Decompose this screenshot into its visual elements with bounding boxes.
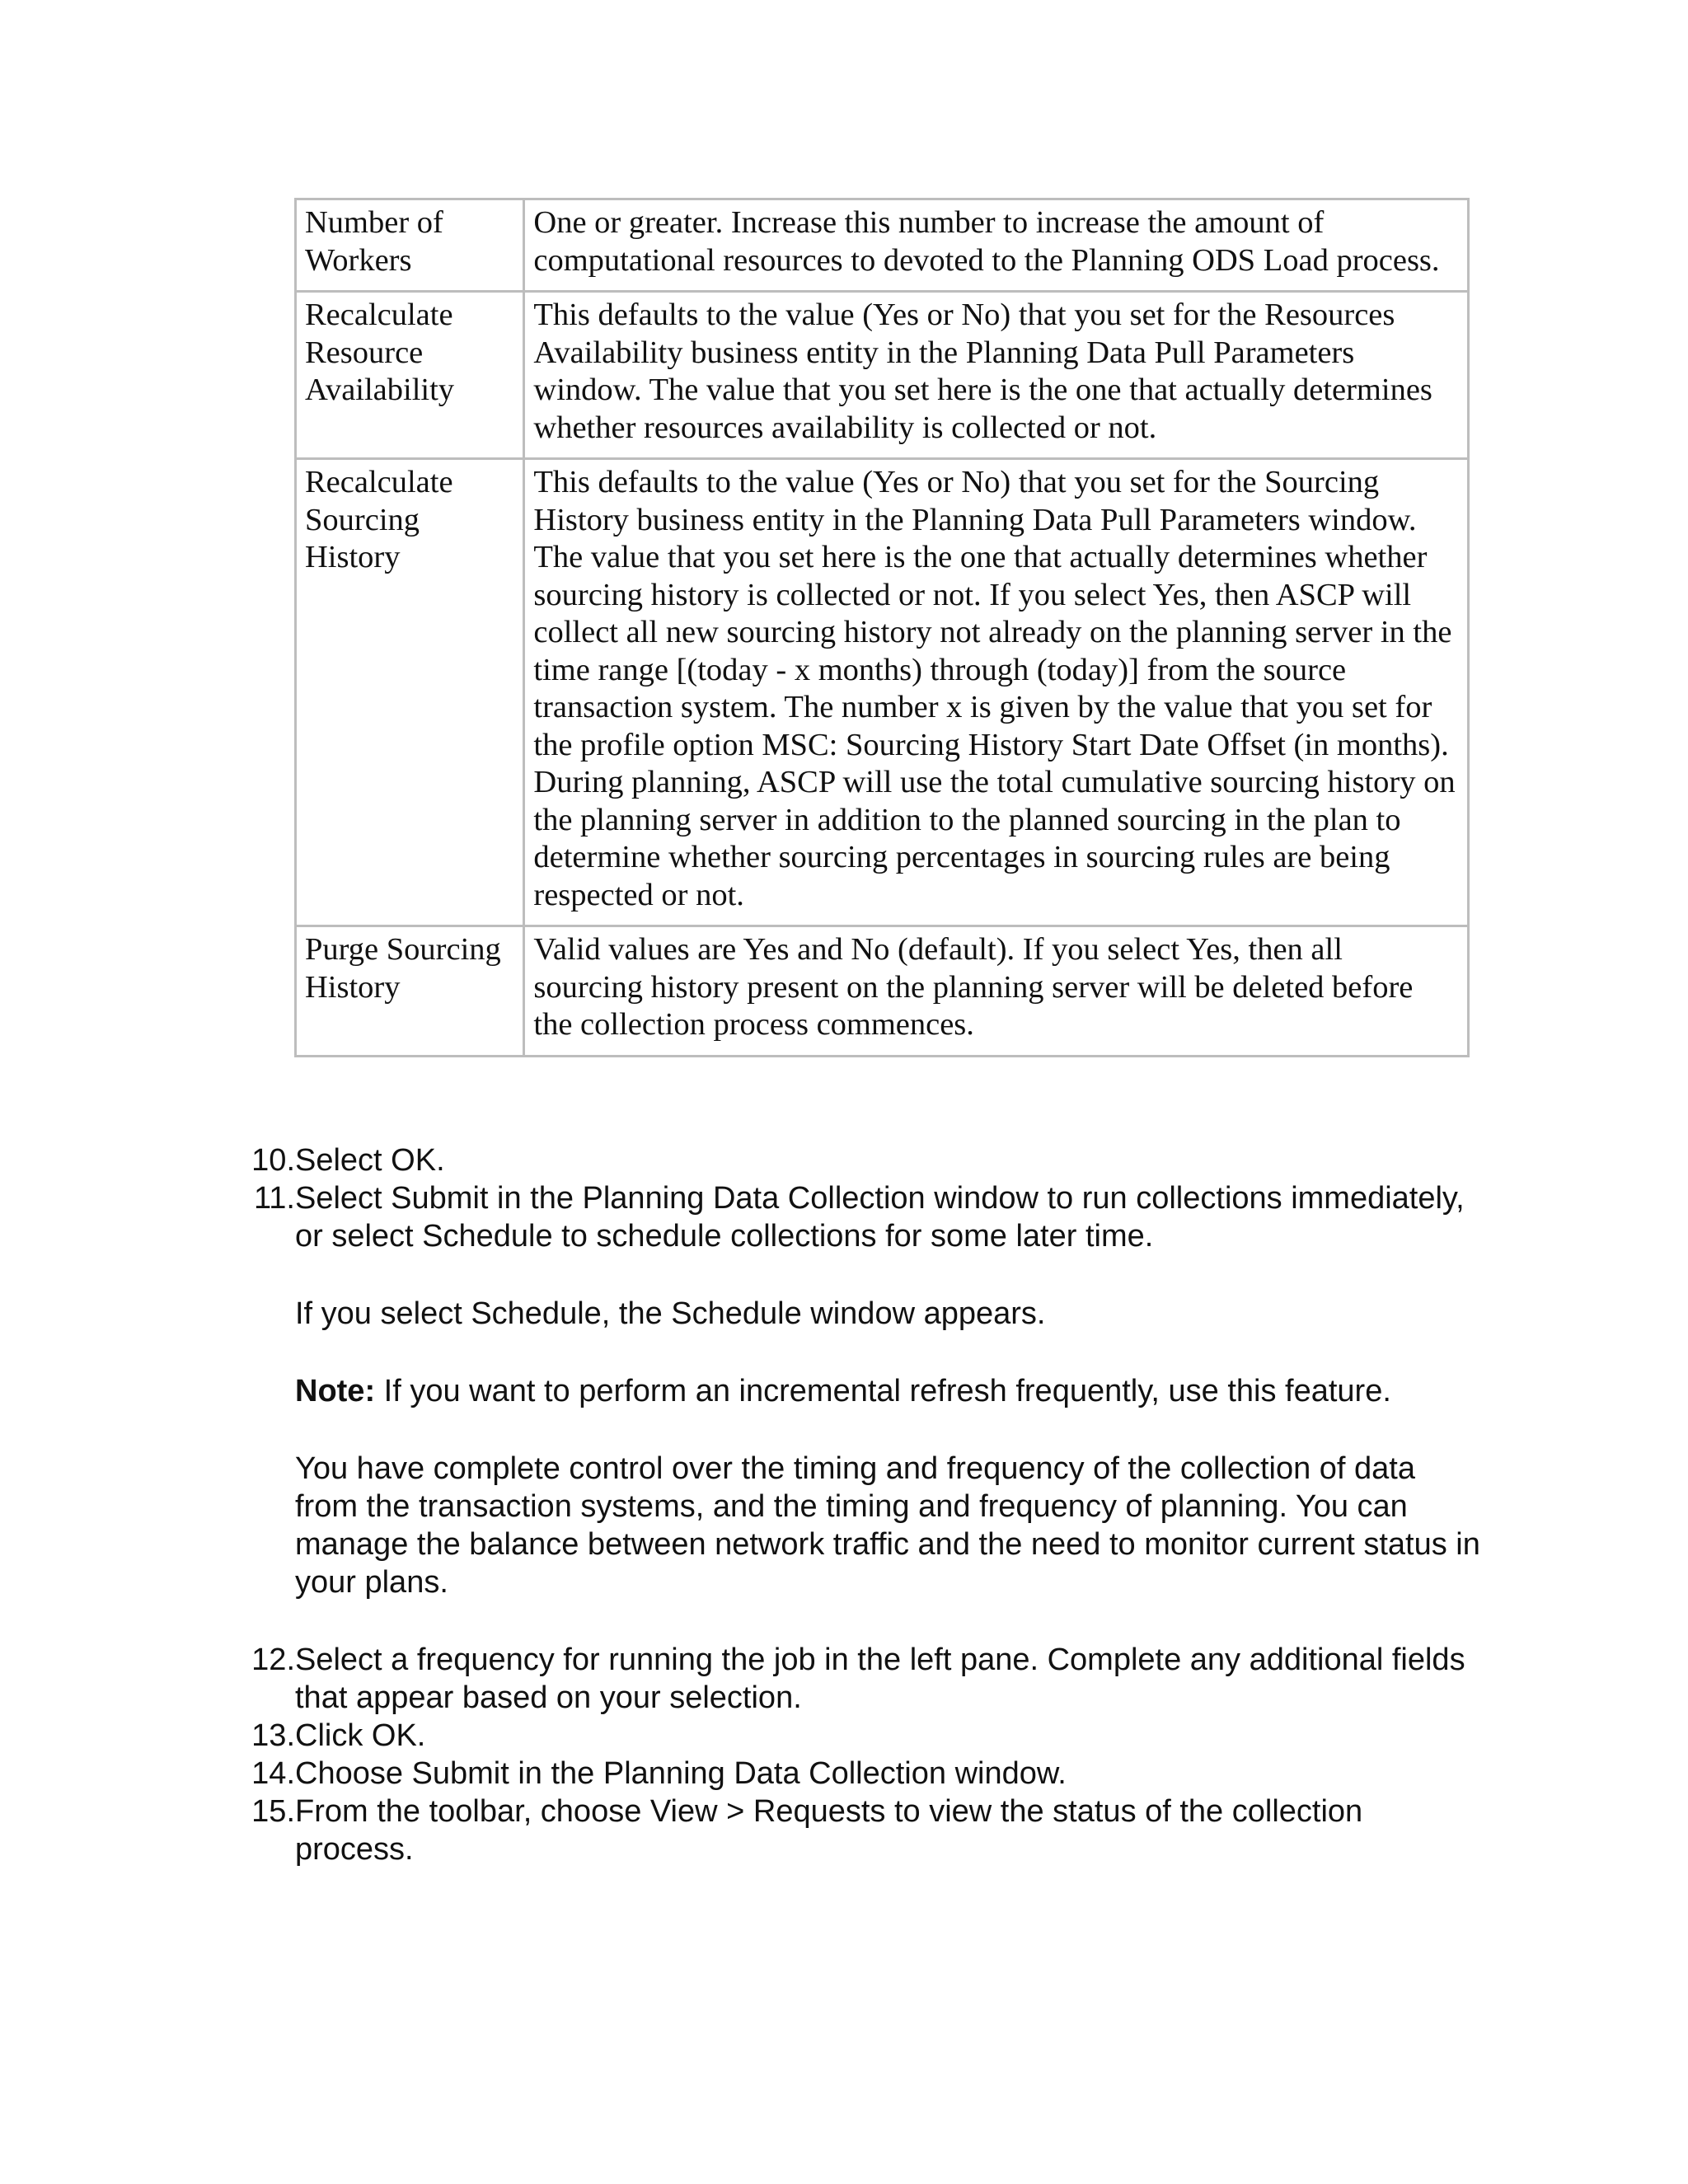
parameter-name: Purge Sourcing History (296, 926, 524, 1057)
note-paragraph (295, 1372, 1482, 1410)
note-label: Note: (295, 1374, 376, 1408)
step-text: Click OK. (295, 1718, 426, 1753)
table-row (296, 926, 1469, 1057)
parameter-description: This defaults to the value (Yes or No) that you set for the Resources Availability business entity in the Planning Data Pull Parameters window. The value that you set here is the one that actually determines whether resources availability is collected or not. (524, 292, 1469, 459)
schedule-paragraph: If you select Schedule, the Schedule window appears. (295, 1296, 1046, 1331)
table-row (296, 292, 1469, 459)
step-15 (246, 1793, 1482, 1868)
step-11 (246, 1179, 1482, 1255)
parameter-name: Recalculate Resource Availability (296, 292, 524, 459)
step-number: 10. (251, 1143, 295, 1178)
control-paragraph: You have complete control over the timing and frequency of the collection of data from the transaction systems, and the timing and frequency of planning. You can manage the balance between network traffic and the need to monitor current status in your plans. (295, 1451, 1480, 1600)
step-number: 12. (251, 1643, 295, 1677)
step-text: Select OK. (295, 1143, 445, 1178)
procedure-steps (246, 1141, 1482, 1868)
note-text: If you want to perform an incremental refresh frequently, use this feature. (375, 1374, 1391, 1408)
step-text: Choose Submit in the Planning Data Collection window. (295, 1756, 1067, 1791)
step-number: 15. (251, 1794, 295, 1829)
parameters-table (294, 198, 1470, 1057)
step-number: 14. (251, 1756, 295, 1791)
step-10 (246, 1141, 1482, 1179)
parameter-description: One or greater. Increase this number to increase the amount of computational resources to devoted to the Planning ODS Load process. (524, 199, 1469, 292)
step-13 (246, 1717, 1482, 1755)
table-row (296, 459, 1469, 926)
step-text: Select Submit in the Planning Data Collection window to run collections immediately, or select Schedule to schedule collections for some later time. (295, 1181, 1465, 1254)
parameter-description: Valid values are Yes and No (default). If you select Yes, then all sourcing history present on the planning server will be deleted before the collection process commences. (524, 926, 1469, 1057)
step-14 (246, 1755, 1482, 1793)
step-text: From the toolbar, choose View > Requests to view the status of the collection process. (295, 1794, 1363, 1867)
parameter-name: Recalculate Sourcing History (296, 459, 524, 926)
parameter-description: This defaults to the value (Yes or No) that you set for the Sourcing History business entity in the Planning Data Pull Parameters window. The value that you set here is the one that actually determines whether sourcing history is collected or not. If you select Yes, then ASCP will collect all new sourcing history not already on the planning server in the time range [(today - x months) through (today)] from the source transaction system. The number x is given by the value that you set for the profile option MSC: Sourcing History Start Date Offset (in months). During planning, ASCP will use the total cumulative sourcing history on the planning server in addition to the planned sourcing in the plan to determine whether sourcing percentages in sourcing rules are being respected or not. (524, 459, 1469, 926)
step-number: 13. (251, 1718, 295, 1753)
table-row (296, 199, 1469, 292)
step-12 (246, 1641, 1482, 1717)
parameter-name: Number of Workers (296, 199, 524, 292)
step-text: Select a frequency for running the job in the left pane. Complete any additional fields that appear based on your selection. (295, 1643, 1465, 1715)
step-number: 11. (253, 1181, 295, 1216)
